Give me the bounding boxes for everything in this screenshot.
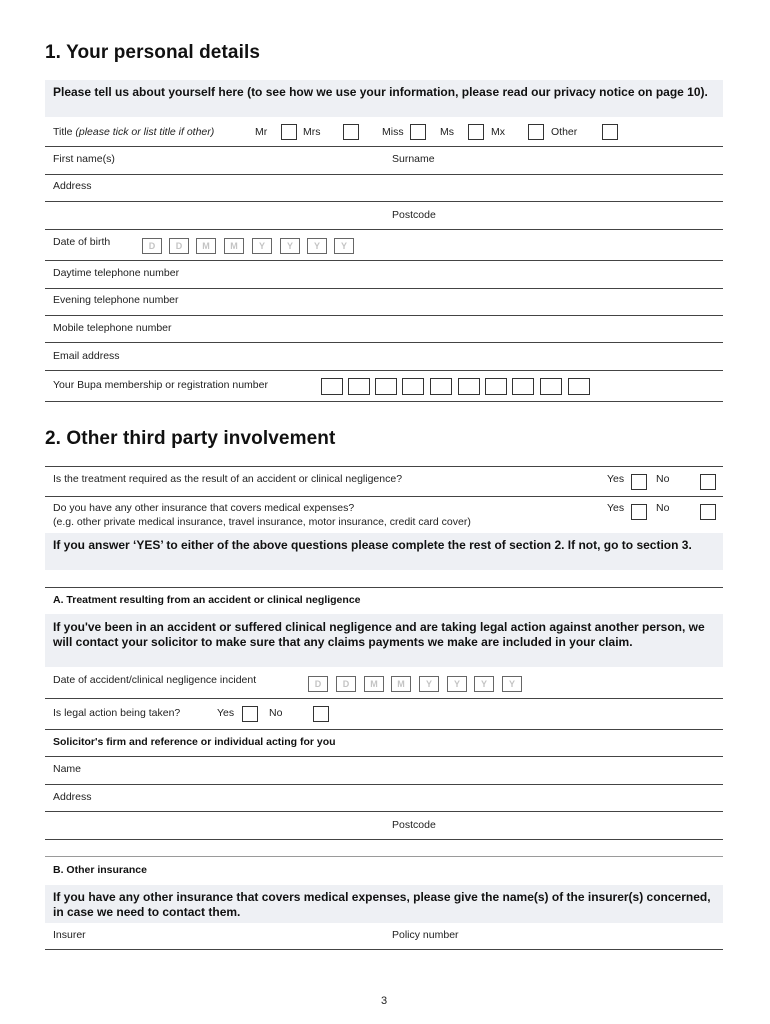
solicitor-postcode-label: Postcode xyxy=(392,819,436,831)
other-insurance-question: Do you have any other insurance that covers medical expenses? xyxy=(53,502,355,514)
postcode-label: Postcode xyxy=(392,209,436,221)
divider xyxy=(45,496,723,497)
title-option-other-label: Other xyxy=(551,126,578,138)
section1-intro-band xyxy=(45,80,723,117)
dob-label: Date of birth xyxy=(53,236,111,248)
dob-digit-box[interactable]: D xyxy=(142,238,162,254)
legal-yes-checkbox[interactable] xyxy=(242,706,258,722)
solicitor-name-label: Name xyxy=(53,763,82,775)
email-label: Email address xyxy=(53,350,120,362)
title-option-miss-label: Miss xyxy=(382,126,404,138)
dob-digit-box[interactable]: Y xyxy=(334,238,354,254)
legal-no-label: No xyxy=(269,707,283,719)
section1-heading: 1. Your personal details xyxy=(45,42,260,63)
divider xyxy=(45,401,723,402)
divider xyxy=(45,856,723,857)
first-name-label: First name(s) xyxy=(53,153,115,165)
address-label: Address xyxy=(53,180,92,192)
title-option-mrs-label: Mrs xyxy=(303,126,321,138)
mobile-phone-label: Mobile telephone number xyxy=(53,322,172,334)
divider xyxy=(45,811,723,812)
part-a-title: A. Treatment resulting from an accident or clinical negligence xyxy=(53,594,361,606)
title-label-text: Title xyxy=(53,126,73,138)
title-option-ms-label: Ms xyxy=(440,126,454,138)
accident-question: Is the treatment required as the result of an accident or clinical negligence? xyxy=(53,473,403,485)
solicitor-label: Solicitor's firm and reference or individual acting for you xyxy=(53,736,336,748)
accident-date-digit-box[interactable]: Y xyxy=(419,676,439,692)
divider xyxy=(45,342,723,343)
part-a-note: If you've been in an accident or suffered clinical negligence and are taking legal action against another person, we will contact your solicitor to make sure that any claims payments we make are included in your claim. xyxy=(53,620,705,649)
q1-yes-checkbox[interactable] xyxy=(631,474,647,490)
title-ms-checkbox[interactable] xyxy=(468,124,484,140)
part-b-title: B. Other insurance xyxy=(53,864,147,876)
divider xyxy=(45,839,723,840)
q2-no-label: No xyxy=(656,502,670,514)
membership-digit-box[interactable] xyxy=(348,378,370,395)
title-mr-checkbox[interactable] xyxy=(281,124,297,140)
dob-digit-box[interactable]: Y xyxy=(252,238,272,254)
membership-digit-box[interactable] xyxy=(458,378,480,395)
section1-intro: Please tell us about yourself here (to see how we use your information, please read our privacy notice on page 10). xyxy=(53,85,708,99)
title-option-mr-label: Mr xyxy=(255,126,268,138)
divider xyxy=(45,288,723,289)
membership-digit-box[interactable] xyxy=(512,378,534,395)
accident-date-digit-box[interactable]: M xyxy=(391,676,411,692)
divider xyxy=(45,756,723,757)
membership-label: Your Bupa membership or registration number xyxy=(53,379,268,391)
membership-digit-box[interactable] xyxy=(430,378,452,395)
membership-digit-box[interactable] xyxy=(568,378,590,395)
accident-date-label: Date of accident/clinical negligence incident xyxy=(53,674,257,686)
title-label xyxy=(53,126,214,138)
solicitor-address-label: Address xyxy=(53,791,92,803)
dob-digit-box[interactable]: M xyxy=(224,238,244,254)
title-hint: (please tick or list title if other) xyxy=(75,126,215,138)
divider xyxy=(45,146,723,147)
membership-digit-box[interactable] xyxy=(321,378,343,395)
membership-digit-box[interactable] xyxy=(402,378,424,395)
dob-digit-box[interactable]: Y xyxy=(307,238,327,254)
surname-label: Surname xyxy=(392,153,435,165)
accident-date-digit-box[interactable]: Y xyxy=(502,676,522,692)
divider xyxy=(45,260,723,261)
title-mx-checkbox[interactable] xyxy=(528,124,544,140)
divider xyxy=(45,698,723,699)
divider xyxy=(45,949,723,950)
part-b-note-band xyxy=(45,885,723,923)
part-b-note: If you have any other insurance that covers medical expenses, please give the name(s) of the insurer(s) concerned, in case we need to contact them. xyxy=(53,890,711,919)
divider xyxy=(45,315,723,316)
title-option-mx-label: Mx xyxy=(491,126,505,138)
legal-yes-label: Yes xyxy=(217,707,235,719)
part-a-note-band xyxy=(45,614,723,667)
accident-date-digit-box[interactable]: Y xyxy=(447,676,467,692)
divider xyxy=(45,729,723,730)
divider xyxy=(45,201,723,202)
title-miss-checkbox[interactable] xyxy=(410,124,426,140)
title-other-checkbox[interactable] xyxy=(602,124,618,140)
accident-date-digit-box[interactable]: D xyxy=(336,676,356,692)
q1-yes-label: Yes xyxy=(607,473,625,485)
divider xyxy=(45,229,723,230)
daytime-phone-label: Daytime telephone number xyxy=(53,267,180,279)
q2-no-checkbox[interactable] xyxy=(700,504,716,520)
accident-date-digit-box[interactable]: D xyxy=(308,676,328,692)
page-number: 3 xyxy=(381,995,388,1007)
dob-digit-box[interactable]: M xyxy=(196,238,216,254)
legal-action-label: Is legal action being taken? xyxy=(53,707,181,719)
membership-digit-box[interactable] xyxy=(540,378,562,395)
insurer-label: Insurer xyxy=(53,929,86,941)
q2-yes-label: Yes xyxy=(607,502,625,514)
divider xyxy=(45,784,723,785)
evening-phone-label: Evening telephone number xyxy=(53,294,179,306)
title-mrs-checkbox[interactable] xyxy=(343,124,359,140)
legal-no-checkbox[interactable] xyxy=(313,706,329,722)
q1-no-checkbox[interactable] xyxy=(700,474,716,490)
accident-date-digit-box[interactable]: M xyxy=(364,676,384,692)
q1-no-label: No xyxy=(656,473,670,485)
divider xyxy=(45,370,723,371)
membership-digit-box[interactable] xyxy=(375,378,397,395)
policy-number-label: Policy number xyxy=(392,929,459,941)
divider xyxy=(45,587,723,588)
other-insurance-hint: (e.g. other private medical insurance, travel insurance, motor insurance, credit card cover) xyxy=(53,516,471,528)
section2-heading: 2. Other third party involvement xyxy=(45,428,336,449)
accident-date-digit-box[interactable]: Y xyxy=(474,676,494,692)
section2-note-band xyxy=(45,533,723,570)
divider xyxy=(45,174,723,175)
dob-digit-box[interactable]: Y xyxy=(280,238,300,254)
dob-digit-box[interactable]: D xyxy=(169,238,189,254)
membership-digit-box[interactable] xyxy=(485,378,507,395)
section2-note: If you answer ‘YES’ to either of the above questions please complete the rest of section 2. If not, go to section 3. xyxy=(53,538,692,552)
divider xyxy=(45,466,723,467)
q2-yes-checkbox[interactable] xyxy=(631,504,647,520)
